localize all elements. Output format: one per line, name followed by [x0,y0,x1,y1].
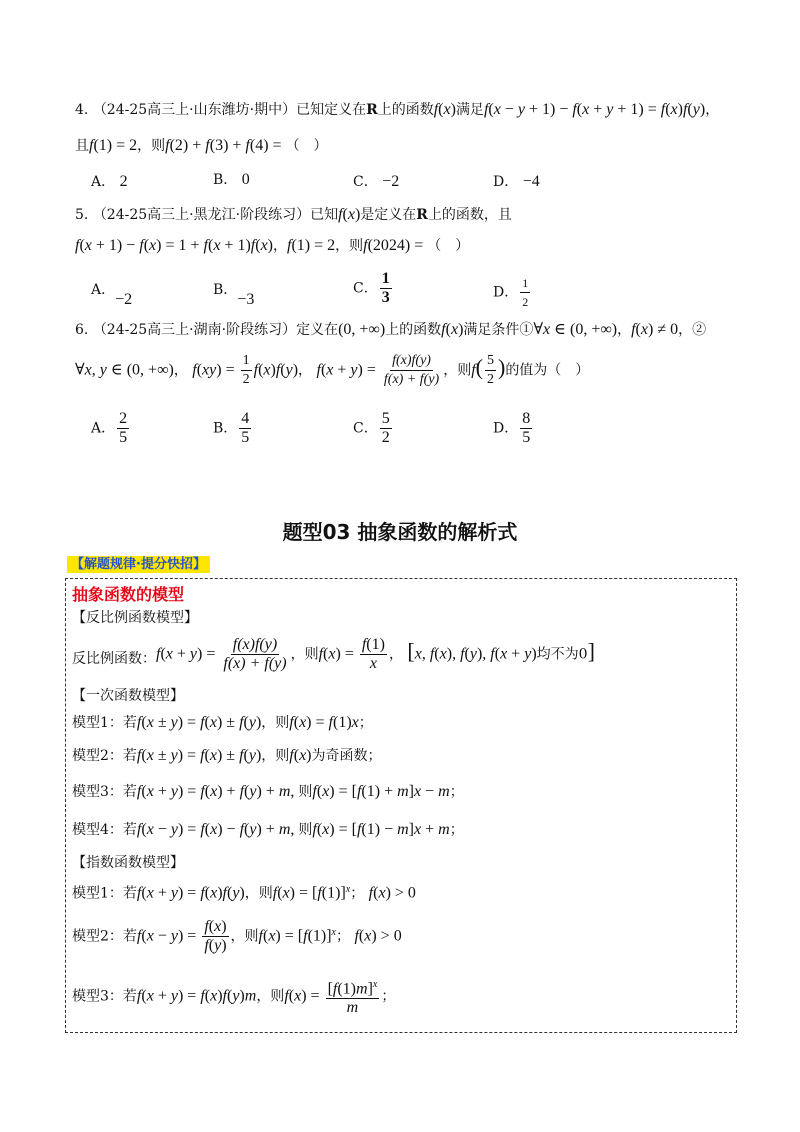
q6-option-c[interactable]: C． $\frac{5}{2}$ [353,410,390,446]
q6-option-a[interactable]: A． $\frac{2}{5}$ [91,410,128,446]
q5-line1: 5. （24-25高三上·黑龙江·阶段练习）已知f(x)是定义在R上的函数，且 [75,206,512,223]
q6-line2: ∀x, y ∈ (0, +∞)， f(xy) = $\frac{1}{2}$ f(x)f(y)， f(x + y) = $\frac{f(x)f(y)}{f(x) + f(y)}$ ，则f( $\frac{5}{2}$ )的值为（ ） [75,353,590,387]
linear-model-1: 模型1：若f(x ± y) = f(x) ± f(y)，则f(x) = f(1)x； [72,714,373,731]
linear-model-2: 模型2：若f(x ± y) = f(x) ± f(y)，则f(x)为奇函数； [72,747,382,764]
exp-model-2: 模型2：若f(x − y) = $\frac{f(x)}{f(y)}$ ，则$f(x) = [f(1)]^x$； f(x) > 0 [72,918,402,954]
model-heading: 抽象函数的模型 [72,585,185,604]
exp-model-1: 模型1：若f(x + y) = f(x)f(y)，则$f(x) = [f(1)]^x$； f(x) > 0 [72,884,416,902]
q5-option-d[interactable]: D． $\frac{1}{2}$ [493,276,529,309]
q6-line1: 6. （24-25高三上·湖南·阶段练习）定义在(0, +∞)上的函数f(x)满足条件①∀x ∈ (0, +∞)，f(x) ≠ 0，② [75,321,707,338]
exp-title: 【指数函数模型】 [72,855,184,871]
q5-option-c[interactable]: C． $\frac{1}{3}$ [353,270,390,306]
tips-tag: 【解题规律·提分快招】 [67,553,210,572]
q4-option-a[interactable]: A． 2 [91,173,128,190]
linear-model-4: 模型4：若f(x − y) = f(x) − f(y) + m, 则f(x) = [f(1) − m]x + m； [72,821,464,838]
q4-line2: 且f(1) = 2，则f(2) + f(3) + f(4) = （ ） [75,137,328,154]
q6-option-b[interactable]: B． $\frac{4}{5}$ [213,410,250,446]
q6-option-d[interactable]: D． $\frac{8}{5}$ [493,410,531,446]
exp-model-3: 模型3：若f(x + y) = f(x)f(y)m，则f(x) = $\frac{[f(1)m]^x}{m}$ ； [72,976,395,1017]
linear-title: 【一次函数模型】 [72,688,184,704]
q5-line2: f(x + 1) − f(x) = 1 + f(x + 1)f(x)，f(1) = 2，则f(2024) = （ ） [75,237,470,254]
linear-model-3: 模型3：若f(x + y) = f(x) + f(y) + m, 则f(x) = [f(1) + m]x − m； [72,783,464,800]
q4-source: （24-25高三上·山东潍坊·期中） [92,102,297,118]
q4-option-c[interactable]: C． −2 [353,173,400,190]
q4-number: 4. [75,102,89,118]
inverse-title: 【反比例函数模型】 [72,610,198,626]
q5-source: （24-25高三上·黑龙江·阶段练习） [92,207,311,223]
q4-line1: 4. （24-25高三上·山东潍坊·期中）已知定义在R上的函数f(x)满足f(x − y + 1) − f(x + y + 1) = f(x)f(y)， [75,101,720,118]
q5-option-a[interactable]: A．−2 [91,282,133,308]
q4-option-b[interactable]: B． 0 [213,171,250,188]
q5-number: 5. [75,207,89,223]
q6-number: 6. [75,322,89,338]
inverse-model: 反比例函数：f(x + y) = $\frac{f(x)f(y)}{f(x) + f(y)}$ ，则f(x) = $\frac{f(1)}{x}$ ， [x, f(x), f(y), f(x + y)均不为0] [72,636,595,672]
section-title: 题型03 抽象函数的解析式 [282,520,518,544]
q6-source: （24-25高三上·湖南·阶段练习） [92,322,297,338]
q4-option-d[interactable]: D． −4 [493,173,540,190]
q5-option-b[interactable]: B．−3 [213,282,255,308]
